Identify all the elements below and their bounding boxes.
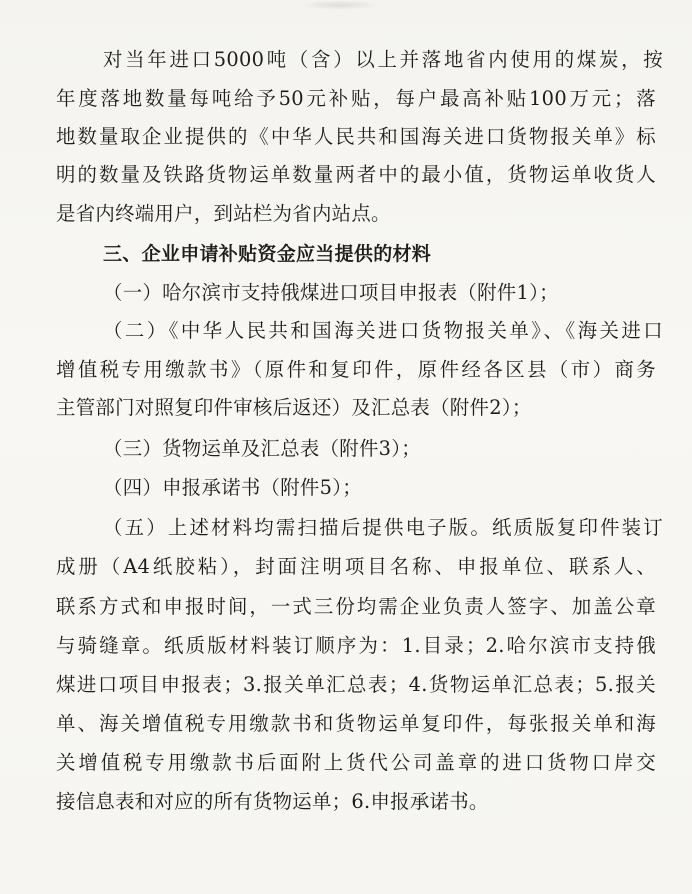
section-heading: 三、企业申请补贴资金应当提供的材料 [103, 243, 432, 265]
item-2-line-2: 增值税专用缴款书》（原件和复印件，原件经各区县（市）商务 [56, 358, 656, 381]
paragraph-line-1: 对当年进口5000吨（含）以上并落地省内使用的煤炭，按 [103, 48, 663, 71]
item-5-line-2: 成册（A4纸胶粘），封面注明项目名称、申报单位、联系人、 [56, 555, 656, 578]
item-1: （一）哈尔滨市支持俄煤进口项目申报表（附件1）； [103, 281, 559, 304]
paragraph-line-5: 是省内终端用户，到站栏为省内站点。 [56, 202, 391, 225]
item-2-line-3: 主管部门对照复印件审核后返还）及汇总表（附件2）； [56, 396, 532, 419]
scan-smudge [300, 0, 380, 10]
item-5-line-8: 接信息表和对应的所有货物运单；6.申报承诺书。 [56, 790, 489, 813]
item-5-line-4: 与骑缝章。纸质版材料装订顺序为：1.目录；2.哈尔滨市支持俄 [56, 634, 656, 657]
item-5-line-5: 煤进口项目申报表；3.报关单汇总表；4.货物运单汇总表；5.报关 [56, 673, 656, 696]
item-5-line-6: 单、海关增值税专用缴款书和货物运单复印件，每张报关单和海 [56, 712, 656, 735]
item-5-line-3: 联系方式和申报时间，一式三份均需企业负责人签字、加盖公章 [56, 595, 656, 618]
paragraph-line-3: 地数量取企业提供的《中华人民共和国海关进口货物报关单》标 [56, 125, 656, 148]
paragraph-line-4: 明的数量及铁路货物运单数量两者中的最小值，货物运单收货人 [56, 163, 656, 186]
paragraph-line-2: 年度落地数量每吨给予50元补贴，每户最高补贴100万元；落 [56, 87, 656, 110]
item-3: （三）货物运单及汇总表（附件3）； [103, 437, 421, 460]
item-4: （四）申报承诺书（附件5）； [103, 476, 362, 499]
item-5-line-7: 关增值税专用缴款书后面附上货代公司盖章的进口货物口岸交 [56, 751, 656, 774]
item-5-line-1: （五）上述材料均需扫描后提供电子版。纸质版复印件装订 [103, 516, 663, 539]
item-2-line-1: （二）《中华人民共和国海关进口货物报关单》、《海关进口 [103, 319, 663, 342]
